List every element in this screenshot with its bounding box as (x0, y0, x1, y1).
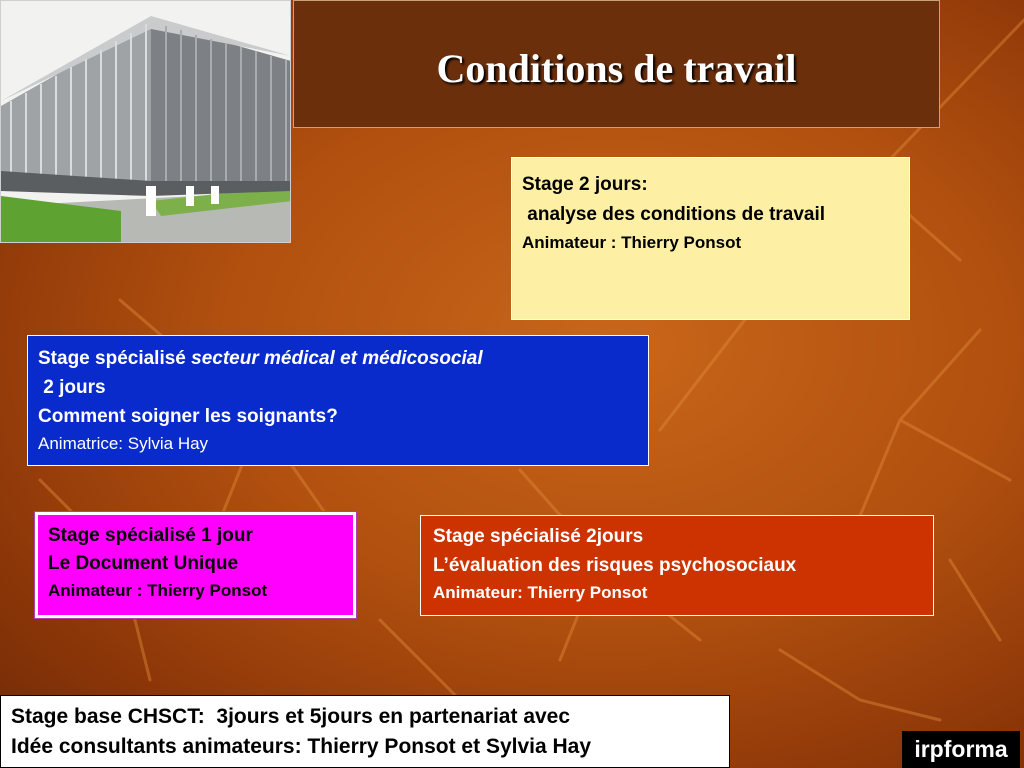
document-unique-animator: Animateur : Thierry Ponsot (48, 581, 268, 600)
stage-medical-heading (38, 344, 638, 373)
document-unique-subject: Le Document Unique (48, 553, 239, 574)
risques-psychosociaux-box (420, 515, 934, 616)
stage-medical-box (27, 335, 649, 466)
stage-2-jours-box (511, 157, 910, 320)
chsct-box (0, 695, 730, 768)
risques-subject: L’évaluation des risques psychosociaux (433, 555, 797, 576)
title-box (293, 0, 940, 128)
stage-medical-duration: 2 jours (38, 377, 106, 398)
building-icon (1, 1, 291, 243)
chsct-line-2: Idée consultants animateurs: Thierry Ponsot et Sylvia Hay (11, 735, 592, 758)
stage-2-jours-heading: Stage 2 jours: (522, 174, 648, 195)
irpforma-logo (902, 731, 1020, 768)
logo-text: irpforma (914, 736, 1008, 762)
stage-medical-prefix: Stage spécialisé (38, 348, 192, 369)
chsct-line-1: Stage base CHSCT: 3jours et 5jours en partenariat avec (11, 705, 571, 728)
risques-animator: Animateur: Thierry Ponsot (433, 583, 648, 602)
stage-2-jours-animator: Animateur : Thierry Ponsot (522, 233, 742, 252)
document-unique-heading: Stage spécialisé 1 jour (48, 525, 253, 546)
stage-medical-sector: secteur médical et médicosocial (191, 348, 483, 369)
risques-heading: Stage spécialisé 2jours (433, 526, 644, 547)
stage-medical-animator: Animatrice: Sylvia Hay (38, 434, 209, 453)
building-photo (0, 0, 291, 243)
document-unique-box (35, 512, 356, 618)
stage-medical-subject: Comment soigner les soignants? (38, 406, 338, 427)
stage-2-jours-subject: analyse des conditions de travail (522, 204, 826, 225)
slide-title: Conditions de travail (436, 45, 797, 91)
